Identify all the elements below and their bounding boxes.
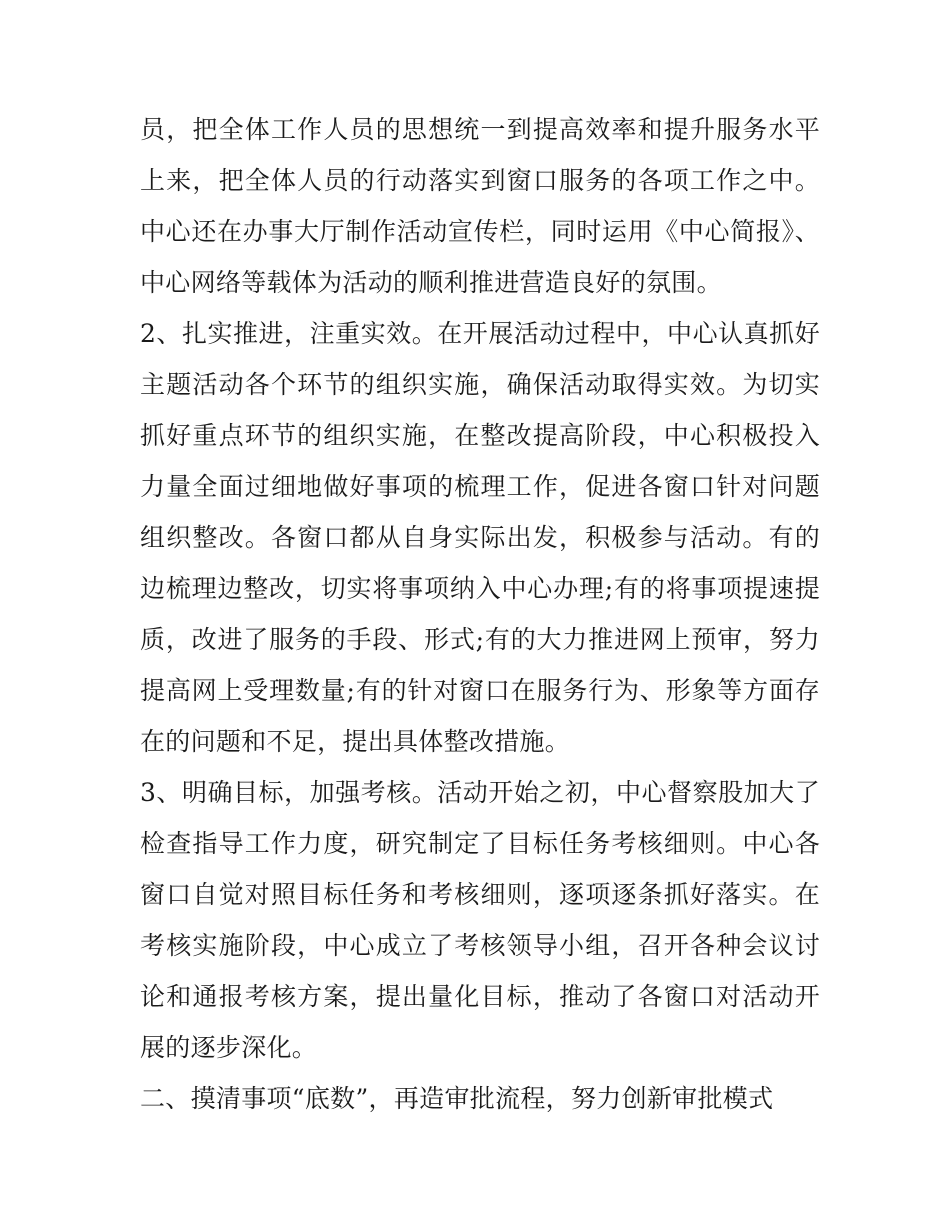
document-body [140,104,820,1124]
section-heading: 二、摸清事项“底数”，再造审批流程，努力创新审批模式 [140,1084,774,1113]
paragraph-2: 2、扎实推进，注重实效。在开展活动过程中，中心认真抓好主题活动各个环节的组织实施，确保活动取得实效。为切实抓好重点环节的组织实施，在整改提高阶段，中心积极投入力量全面过细地做好事项的梳理工作，促进各窗口针对问题组织整改。各窗口都从自身实际出发，积极参与活动。有的边梳理边整改，切实将事项纳入中心办理;有的将事项提速提质，改进了服务的手段、形式;有的大力推进网上预审，努力提高网上受理数量;有的针对窗口在服务行为、形象等方面存在的问题和不足，提出具体整改措施。 [140,319,820,756]
paragraph-1: 员，把全体工作人员的思想统一到提高效率和提升服务水平上来，把全体人员的行动落实到窗口服务的各项工作之中。中心还在办事大厅制作活动宣传栏，同时运用《中心简报》、中心网络等载体为活动的顺利推进营造良好的氛围。 [140,115,820,297]
paragraph-3: 3、明确目标，加强考核。活动开始之初，中心督察股加大了检查指导工作力度，研究制定了目标任务考核细则。中心各窗口自觉对照目标任务和考核细则，逐项逐条抓好落实。在考核实施阶段，中心成立了考核领导小组，召开各种会议讨论和通报考核方案，提出量化目标，推动了各窗口对活动开展的逐步深化。 [140,778,820,1062]
